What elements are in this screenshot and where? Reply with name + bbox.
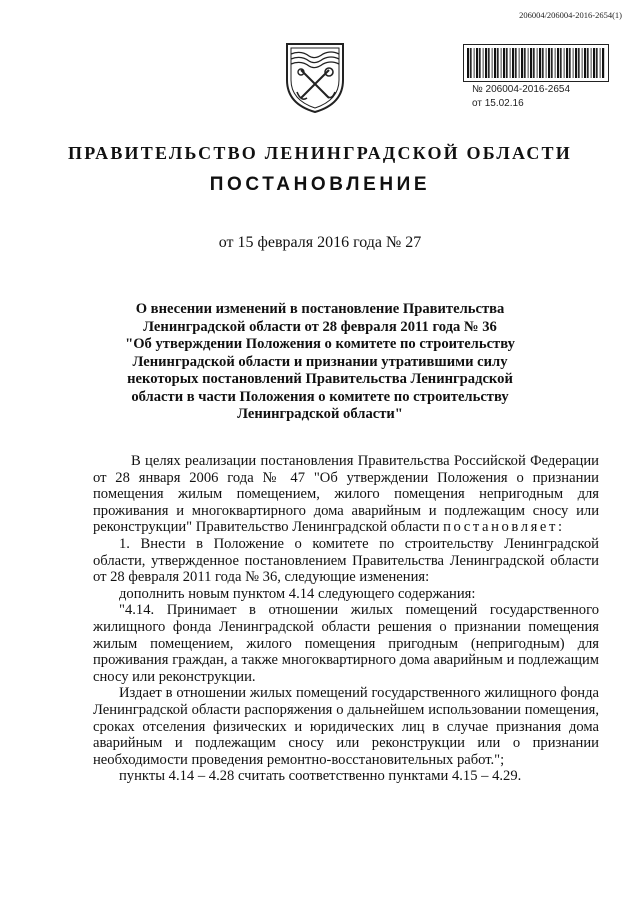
item-1-paragraph: 1. Внести в Положение о комитете по строительству Ленинградской области, утвержденное постановлением Правительства Ленинградской области от 28 февраля 2011 года № 36, следующие изменения: — [93, 535, 599, 586]
subject-line: некоторых постановлений Правительства Ленинградской — [127, 371, 513, 387]
subject-line: Ленинградской области и признании утратившими силу — [132, 353, 508, 370]
document-type-title: ПОСТАНОВЛЕНИЕ — [209, 174, 431, 195]
registration-number: № 206004-2016-2654 — [472, 84, 571, 95]
subject-line: О внесении изменений в постановление Правительства — [135, 301, 505, 317]
decree-word: постановляет: — [443, 519, 565, 536]
subject-line: "Об утверждении Положения о комитете по строительству — [125, 336, 515, 352]
decree-date-line: от 15 февраля 2016 года № 27 — [218, 234, 422, 251]
supplement-paragraph: дополнить новым пунктом 4.14 следующего содержания: — [119, 585, 476, 602]
coat-of-arms-icon — [279, 40, 351, 114]
preamble-text: В целях реализации постановления Правительства Российской Федерации от 28 января 2006 года № 47 "Об утверждении Положения о признании помещения жилым помещением, жилого помещения непригодным для проживания и многоквартирного дома аварийным и подлежащим сносу или реконструкции" Правительство Ленинградской области — [93, 453, 599, 536]
document-id: 206004/206004-2016-2654(1) — [519, 10, 622, 20]
subject-line: Ленинградской области от 28 февраля 2011 года № 36 — [143, 318, 497, 335]
quote-4-14-paragraph: "4.14. Принимает в отношении жилых помещений государственного жилищного фонда Ленинградской области решения о признании помещения жилым помещением, жилого помещения пригодным (непригодным) для проживания граждан, а также многоквартирного дома аварийным и подлежащим сносу или реконструкции. — [93, 602, 599, 685]
decree-body — [93, 453, 599, 785]
quote-orders-paragraph: Издает в отношении жилых помещений государственного жилищного фонда Ленинградской области распоряжения о дальнейшем использовании помещения, сроках отселения физических и юридических лиц в случае признания дома аварийным и подлежащим сносу или реконструкции или о признании необходимости проведения ремонтно-восстановительных работ."; — [93, 685, 599, 768]
preamble-paragraph — [93, 453, 599, 536]
subject-line: области в части Положения о комитете по строительству — [131, 388, 509, 405]
registration-date: от 15.02.16 — [472, 98, 524, 109]
decree-subject — [120, 301, 520, 424]
renumber-paragraph: пункты 4.14 – 4.28 считать соответственно пунктами 4.15 – 4.29. — [119, 768, 522, 785]
subject-line: Ленинградской области" — [237, 406, 403, 422]
government-title: ПРАВИТЕЛЬСТВО ЛЕНИНГРАДСКОЙ ОБЛАСТИ — [68, 143, 572, 163]
barcode-icon — [463, 44, 609, 82]
